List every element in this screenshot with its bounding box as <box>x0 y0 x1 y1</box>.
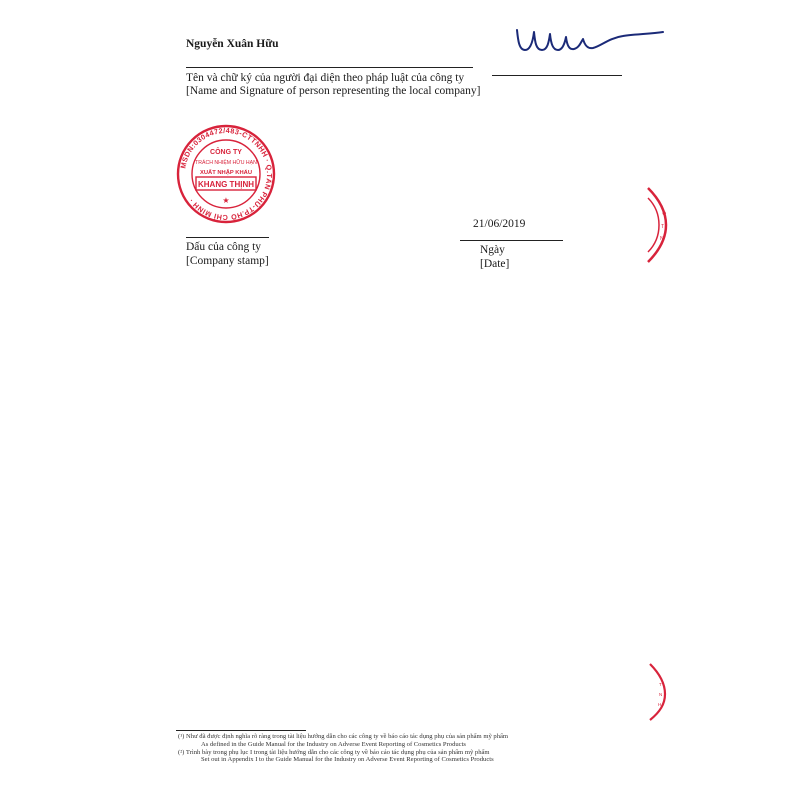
stamp-line <box>186 237 269 238</box>
signature-caption-vi: Tên và chữ ký của người đại diện theo pháp luật của công ty <box>186 72 465 84</box>
stamp-caption-en: [Company stamp] <box>186 255 269 267</box>
svg-text:N: N <box>659 692 663 697</box>
svg-text:H: H <box>658 702 662 707</box>
date-caption-en: [Date] <box>480 258 510 270</box>
footnotes <box>178 733 628 764</box>
company-stamp <box>171 124 281 224</box>
svg-text:T: T <box>661 224 665 230</box>
svg-text:C: C <box>660 210 667 217</box>
partial-stamp-mark-upper <box>648 180 670 270</box>
stamp-line-business: XUẤT NHẬP KHẨU <box>199 170 253 176</box>
footnote-separator <box>176 730 306 731</box>
date-value: 21/06/2019 <box>473 218 526 230</box>
svg-text:★: ★ <box>222 196 230 205</box>
footnote-2-en: Set out in Appendix I to the Guide Manual for the Industry on Adverse Event Reporting of Cosmetics Products <box>201 756 494 764</box>
footnote-1-mark: (¹) <box>178 733 185 740</box>
footnote-2-mark: (²) <box>178 748 185 756</box>
svg-text:N: N <box>660 236 664 242</box>
date-caption-vi: Ngày <box>480 244 505 256</box>
svg-text:T: T <box>659 682 662 687</box>
stamp-ring-text: MSDN:0304472/483-CTTNHH · Q.TÂN PHÚ-TP.HỒ CHÍ MINH · <box>178 125 275 223</box>
stamp-line-company: CÔNG TY <box>210 149 242 156</box>
footnote-2-vi: (²) Trình bày trong phụ lục I trong tài liệu hướng dẫn cho các công ty về báo cáo tác dụng phụ của sản phẩm mỹ phẩm <box>178 748 490 756</box>
signature-caption-en: [Name and Signature of person representing the local company] <box>186 85 481 97</box>
signer-name: Nguyễn Xuân Hữu <box>186 38 279 50</box>
stamp-caption-vi: Dấu của công ty <box>186 241 262 253</box>
footnote-1-vi: (¹) Như đã được định nghĩa rõ ràng trong tài liệu hướng dẫn cho các công ty về báo cáo tác dụng phụ của sản phẩm mỹ phẩm <box>178 733 509 740</box>
partial-stamp-mark-lower <box>650 662 670 722</box>
signature-name-line <box>186 67 473 68</box>
signature-line <box>492 75 622 76</box>
date-line <box>460 240 563 241</box>
stamp-line-type: TRÁCH NHIỆM HỮU HẠN <box>195 160 257 166</box>
footnote-1-en: As defined in the Guide Manual for the Industry on Adverse Event Reporting of Cosmetics Products <box>201 740 466 748</box>
stamp-line-name: KHANG THỊNH <box>198 180 254 189</box>
signature-graphic <box>505 12 670 62</box>
